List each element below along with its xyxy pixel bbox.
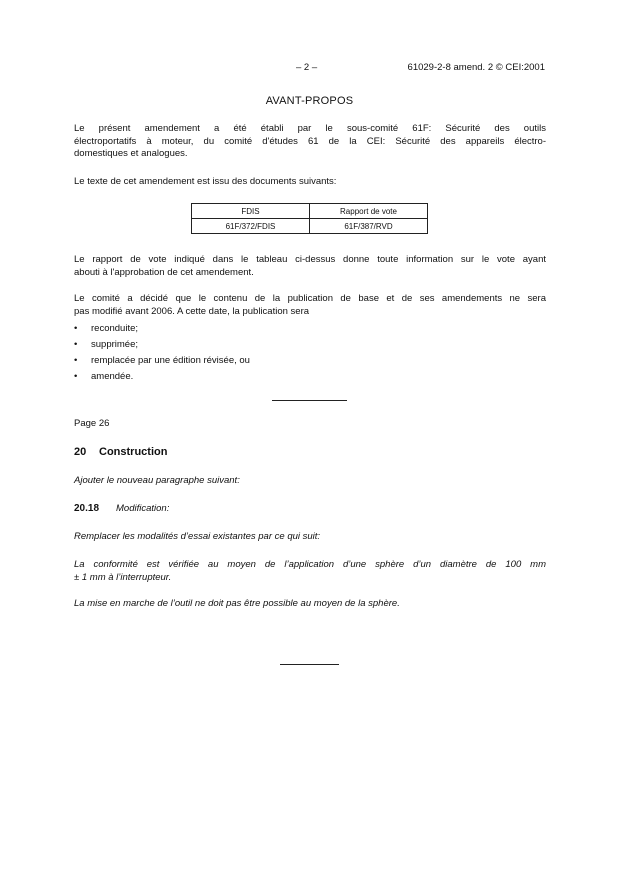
standard-reference: 61029-2-8 amend. 2 © CEI:2001 [407,62,545,73]
foreword-paragraph-2: Le texte de cet amendement est issu des documents suivants: [74,176,337,187]
clause-title: Construction [99,446,168,458]
table-header-cell: FDIS [192,204,310,219]
bullet-icon: • [74,371,78,382]
bullet-icon: • [74,339,78,350]
foreword-paragraph-1 [74,123,546,161]
list-item-text: reconduite; [91,323,139,334]
requirement-paragraph: La mise en marche de l’outil ne doit pas être possible au moyen de la sphère. [74,598,400,609]
instruction-text: Ajouter le nouveau paragraphe suivant: [74,475,240,486]
end-divider [280,664,339,665]
paragraph-line: Le rapport de vote indiqué dans le tableau ci-dessus donne toute information sur le vote ayant [74,254,546,265]
clause-heading [74,446,167,458]
paragraph-line: pas modifié avant 2006. A cette date, la publication sera [74,305,310,317]
paragraph-line: La conformité est vérifiée au moyen de l’application d’une sphère d’un diamètre de 100 mm [74,559,546,570]
foreword-paragraph-3 [74,254,546,279]
paragraph-line: abouti à l'approbation de cet amendement. [74,266,254,278]
bullet-list [74,321,250,385]
list-item [74,321,250,337]
foreword-title: AVANT-PROPOS [265,95,354,107]
bullet-icon: • [74,355,78,366]
list-item-text: remplacée par une édition révisée, ou [91,355,250,366]
voting-documents-table [191,203,428,234]
subclause-heading [74,503,169,514]
table-header-cell: Rapport de vote [310,204,428,219]
paragraph-line: électroportatifs à moteur, du comité d'études 61 de la CEI: Sécurité des appareils électro- [74,135,546,147]
instruction-text: Remplacer les modalités d’essai existantes par ce qui suit: [74,531,321,542]
page-number: – 2 – [296,62,318,73]
list-item-text: supprimée; [91,339,138,350]
subclause-title: Modification: [116,503,170,514]
list-item [74,337,250,353]
table-header-row [192,204,428,219]
section-divider [272,400,347,401]
paragraph-line: domestiques et analogues. [74,148,188,159]
list-item [74,369,250,385]
list-item-text: amendée. [91,371,134,382]
table-row [192,219,428,234]
paragraph-line: Le comité a décidé que le contenu de la publication de base et de ses amendements ne sera [74,293,546,304]
compliance-paragraph [74,559,546,584]
subclause-number: 20.18 [74,503,100,514]
page-reference: Page 26 [74,418,110,429]
table-cell: 61F/387/RVD [310,219,428,234]
list-item [74,353,250,369]
table-cell: 61F/372/FDIS [192,219,310,234]
foreword-paragraph-4 [74,293,546,318]
clause-number: 20 [74,446,87,458]
paragraph-line: Le présent amendement a été établi par le sous-comité 61F: Sécurité des outils [74,123,546,134]
bullet-icon: • [74,323,78,334]
paragraph-line: ± 1 mm à l’interrupteur. [74,571,172,583]
page-header [0,62,619,76]
